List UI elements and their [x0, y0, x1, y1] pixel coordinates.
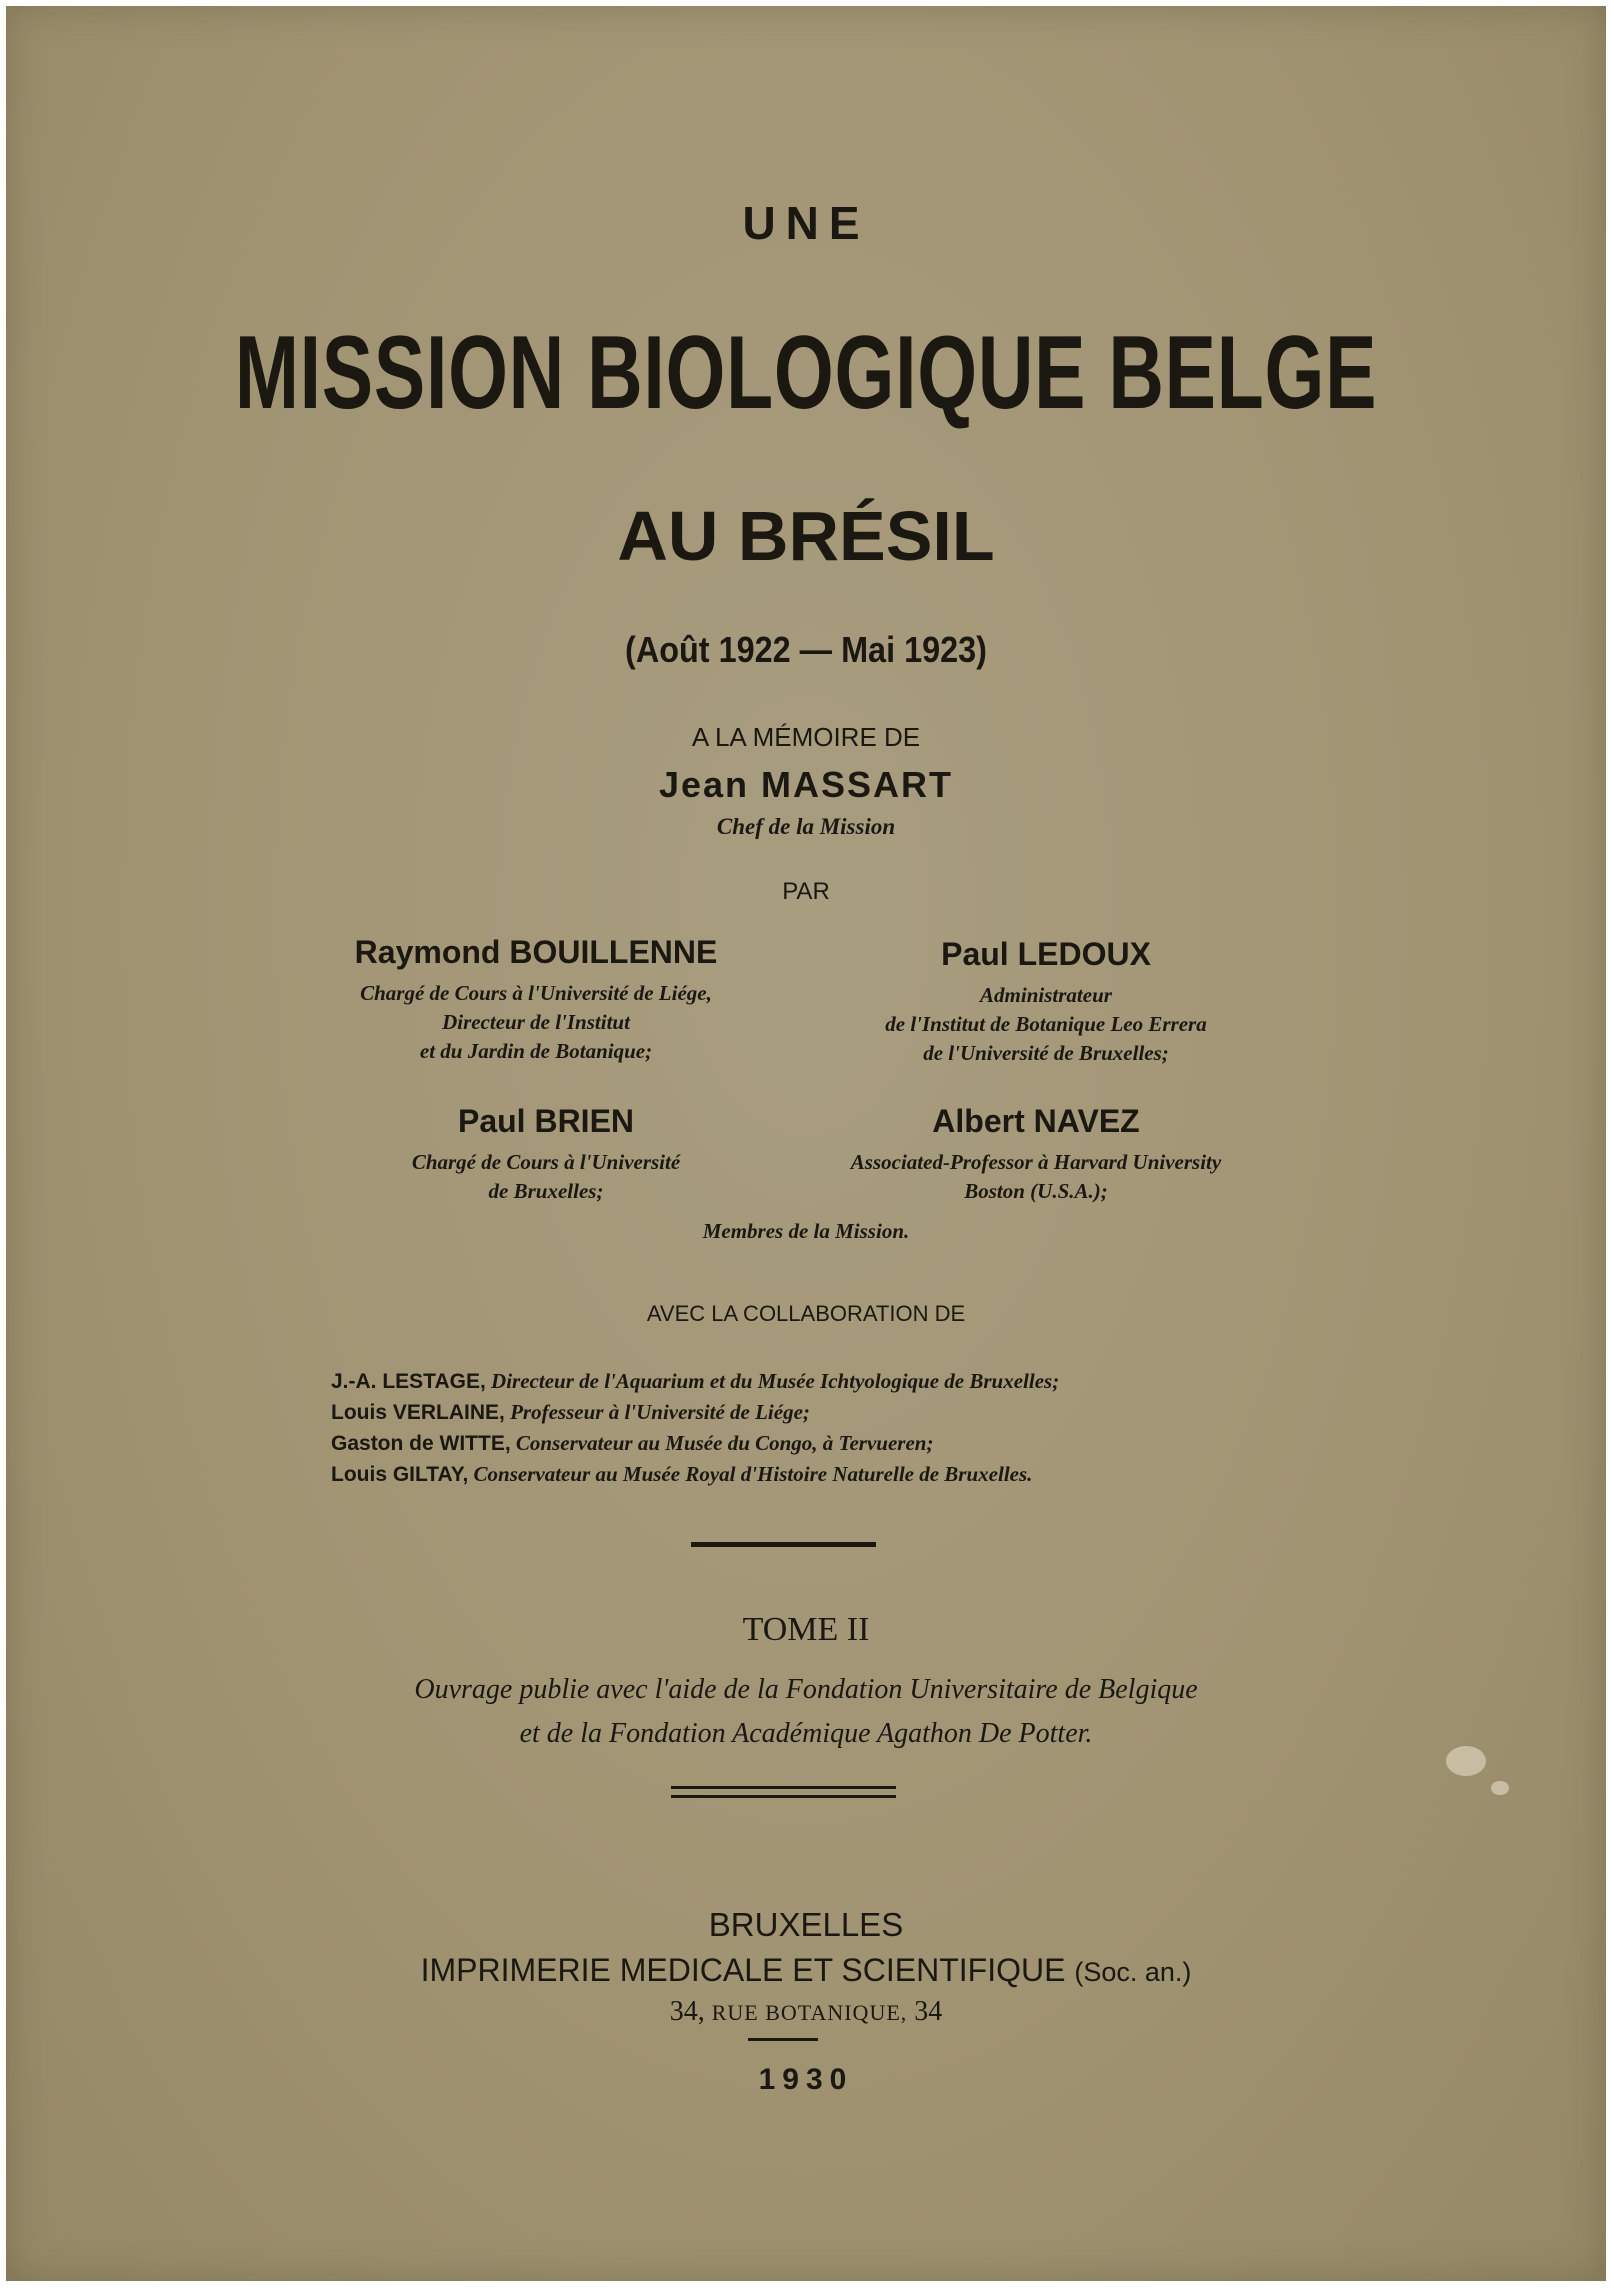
author-role-line: Associated-Professor à Harvard University: [850, 1150, 1222, 1174]
collaborator-desc: Directeur de l'Aquarium et du Musée Ichtyologique de Bruxelles;: [491, 1369, 1060, 1393]
members-line: Membres de la Mission.: [702, 1219, 910, 1243]
collaborator-entry: [331, 1397, 1059, 1428]
address-street: RUE BOTANIQUE,: [711, 2000, 908, 2025]
author-role-line: Chargé de Cours à l'Université de Liége,: [360, 981, 712, 1005]
collaborator-name: Louis VERLAINE,: [331, 1401, 505, 1424]
volume-label: TOME II: [742, 1611, 870, 1648]
dedication-role: Chef de la Mission: [716, 814, 896, 839]
address-number: 34,: [669, 1996, 705, 2027]
book-cover: [6, 6, 1606, 2281]
collaborator-desc: Conservateur au Musée Royal d'Histoire Naturelle de Bruxelles.: [473, 1462, 1033, 1486]
collaborator-entry: [331, 1459, 1059, 1490]
collaborator-desc: Conservateur au Musée du Congo, à Tervueren;: [515, 1431, 934, 1455]
collaborator-desc: Professeur à l'Université de Liége;: [510, 1400, 810, 1424]
author-name: Raymond BOUILLENNE: [354, 934, 718, 970]
paper-stain: [1491, 1781, 1509, 1795]
publisher-city: BRUXELLES: [708, 1906, 904, 1943]
author-role-line: de l'Institut de Botanique Leo Errera: [885, 1012, 1207, 1036]
author-name: Paul LEDOUX: [941, 936, 1151, 972]
expedition-dates: (Août 1922 — Mai 1923): [625, 629, 987, 670]
main-title: MISSION BIOLOGIQUE BELGE: [234, 315, 1378, 431]
double-rule-bottom: [671, 1795, 896, 1798]
collaborator-entry: [331, 1428, 1059, 1459]
publisher-line: [6, 1952, 1606, 1989]
dedication-name: Jean MASSART: [658, 764, 954, 805]
publication-year: 1930: [758, 2063, 854, 2096]
author-block: [336, 1103, 756, 1206]
author-name: Albert NAVEZ: [932, 1103, 1140, 1139]
author-block: [316, 934, 756, 1066]
short-rule: [748, 2038, 818, 2041]
author-role-line: Directeur de l'Institut: [442, 1010, 630, 1034]
publisher-address: [6, 1996, 1606, 2028]
author-role-line: de Bruxelles;: [488, 1179, 604, 1203]
author-role-line: Boston (U.S.A.);: [964, 1179, 1108, 1203]
collaboration-heading: AVEC LA COLLABORATION DE: [646, 1301, 966, 1326]
collaborator-name: Louis GILTAY,: [331, 1463, 469, 1486]
publication-note-line: et de la Fondation Académique Agathon De Potter.: [519, 1718, 1093, 1749]
publication-note-line: Ouvrage publie avec l'aide de la Fondation Universitaire de Belgique: [414, 1674, 1198, 1705]
author-role-line: et du Jardin de Botanique;: [419, 1039, 653, 1063]
collaborator-entry: [331, 1366, 1059, 1397]
publisher-legal-form: (Soc. an.): [1074, 1957, 1192, 1987]
author-block: [796, 1103, 1276, 1206]
author-role-line: Administrateur: [980, 983, 1112, 1007]
author-name: Paul BRIEN: [457, 1103, 635, 1139]
subtitle: AU BRÉSIL: [617, 497, 995, 575]
author-role-line: Chargé de Cours à l'Université: [411, 1150, 681, 1174]
address-number: 34: [914, 1996, 943, 2027]
pre-title: UNE: [742, 197, 870, 249]
publisher-name: IMPRIMERIE MEDICALE ET SCIENTIFIQUE: [420, 1952, 1066, 1988]
dedication-line: A LA MÉMOIRE DE: [691, 722, 921, 752]
divider-rule: [691, 1542, 876, 1547]
collaborator-name: Gaston de WITTE,: [331, 1432, 511, 1455]
collaborators-list: [331, 1366, 1059, 1490]
double-rule-top: [671, 1786, 896, 1789]
collaborator-name: J.-A. LESTAGE,: [331, 1370, 486, 1393]
author-role-line: de l'Université de Bruxelles;: [923, 1041, 1169, 1065]
author-block: [826, 936, 1266, 1068]
publication-note: [6, 1668, 1606, 1756]
by-label: PAR: [782, 878, 830, 905]
